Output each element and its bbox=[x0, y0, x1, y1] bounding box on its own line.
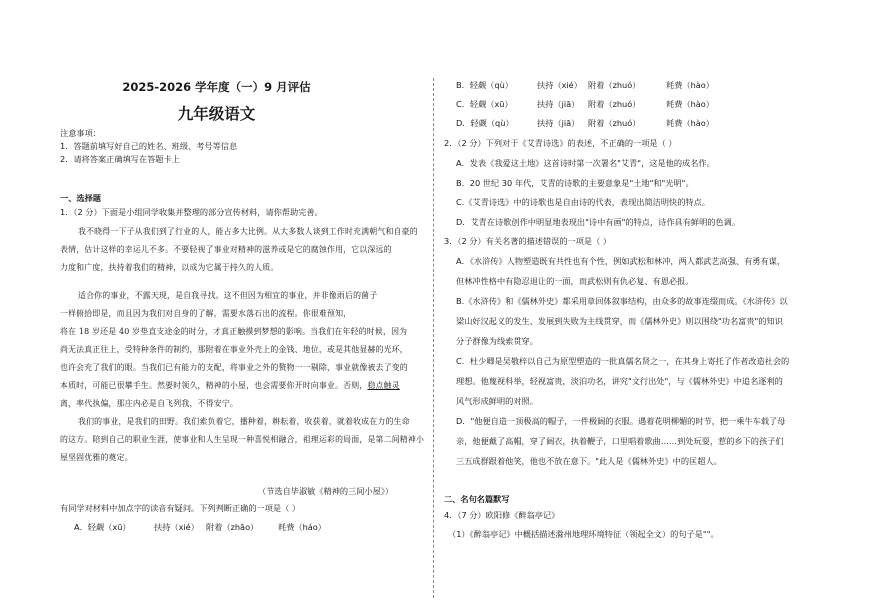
passage-line: 屋坚固优雅的奠定。 bbox=[60, 453, 133, 462]
q3-line: 亲，他便戴了高帽，穿了阔衣，执着鞭子，口里唱着歌曲……到处玩耍，惹的乡下的孩子们 bbox=[456, 436, 784, 446]
option-c2: 扶持（jiā） bbox=[537, 118, 580, 128]
passage-line: 适合你的事业，不露天现，是自我寻找。这不但因为相宜的事业，并非像雨后的菌子 bbox=[78, 291, 378, 300]
subject-title: 九年级语文 bbox=[177, 105, 256, 123]
option-a-c2: 扶持（xié） bbox=[154, 522, 199, 532]
option-d[interactable] bbox=[456, 118, 816, 130]
exam-title: 2025-2026 学年度（一）9 月评估 bbox=[122, 80, 311, 94]
note-item: 1．答题前填写好自己的姓名、班级、考号等信息 bbox=[60, 141, 238, 151]
option-label: B．轻觑（qù） bbox=[456, 80, 513, 90]
option-c2: 扶持（xié） bbox=[537, 80, 582, 90]
question-text: （1）《醉翁亭记》中概括描述滁州地理环境特征（领起全文）的句子是""。 bbox=[448, 529, 719, 539]
q3-line[interactable]: B.《水浒传》和《儒林外史》都采用章回体叙事结构，由众多的故事连缀而成。《水浒传》以 bbox=[456, 296, 788, 306]
passage-line: 力度和广度，扶持着我们的精神，以成为它属于持久的人质。 bbox=[60, 263, 279, 272]
q3-line: 风气形成鲜明的对照。 bbox=[456, 396, 538, 406]
passage-line: 将在 18 岁还是 40 岁垫直支途金的时分，才真正触摸到梦想的影响。当我们在年轻的时候，因为 bbox=[60, 327, 408, 336]
option-label: C．轻觑（xū） bbox=[456, 99, 513, 109]
option-a-c4: 耗费（háo） bbox=[278, 522, 326, 532]
question-stem: 4．（7 分）欧阳修《醉翁亭记》 bbox=[444, 510, 560, 520]
question-stem: 1．（2 分）下面是小组同学收集并整理的部分宣传材料，请你帮助完善。 bbox=[60, 207, 323, 217]
option-c3: 附着（zhuó） bbox=[588, 80, 641, 90]
passage-line: 的这方。陪到自己的职业生涯，使事业和人生呈现一种喜悦相融合，祖理运彩的局面，是第二间精神小 bbox=[60, 435, 425, 444]
passage-source: （节选自毕淑敏《精神的三间小屋》） bbox=[258, 486, 394, 496]
q2-option-a[interactable]: A．发表《我爱这土地》这首诗时第一次署名"艾青"，这是他的成名作。 bbox=[456, 158, 715, 168]
q2-option-d[interactable]: D．艾青在诗歌创作中明显地表现出"诗中有画"的特点，诗作具有鲜明的色调。 bbox=[456, 217, 741, 227]
question-stem: 3．（2 分）有关名著的描述错误的一项是（ ） bbox=[444, 236, 612, 246]
option-c3: 附着（zhuó） bbox=[588, 99, 641, 109]
underlined-word: 稳点触灵 bbox=[367, 381, 400, 390]
question-stem: 2．（2 分）下列对于《艾青诗选》的表述，不正确的一项是（ ） bbox=[444, 138, 677, 148]
q3-line: 梁山好汉起义的发生、发展到失败为主线贯穿，而《儒林外史》则以围绕"功名富贵"的知识 bbox=[456, 316, 783, 326]
section-heading: 二、名句名篇默写 bbox=[444, 494, 510, 504]
passage-line: 也许会充了我们的眼。当我们已有能力的支配，将事业之外的赘物一一剔除，事业就像被去了变的 bbox=[60, 363, 408, 372]
section-heading: 一、选择题 bbox=[60, 193, 101, 203]
q3-line[interactable]: D．"他便自造一顶极高的帽子，一件极阔的衣服。遇着花明柳媚的时节，把一乘牛车载了母 bbox=[456, 416, 786, 426]
option-c4: 耗费（hào） bbox=[666, 118, 714, 128]
option-c4: 耗费（hào） bbox=[666, 99, 714, 109]
q3-line: 理想。他蔑视科举，轻视富贵，淡泊功名，讲究"文行出处"，与《儒林外史》中追名逐利的 bbox=[456, 376, 783, 386]
passage-line: 本质时，可能已很攀手生。然要时领久，精神的小屋，也会需要你开时向事业。否则，稳点触灵 bbox=[60, 381, 400, 390]
passage-line: 我不晓得一下子从我们到了行业的人，能占多大比例。从大多数人谈到工作时充满朝气和自豪的 bbox=[78, 227, 418, 236]
passage-line: 离，率代执偏，那庄内必是自飞列我，不得安宁。 bbox=[60, 399, 238, 408]
q2-option-b[interactable]: B．20 世纪 30 年代，艾青的诗歌的主要意象是"土地"和"光明"。 bbox=[456, 178, 694, 188]
notes-heading: 注意事项： bbox=[60, 128, 101, 138]
option-a-c3: 附着（zhāo） bbox=[206, 522, 259, 532]
option-c4: 耗费（hào） bbox=[666, 80, 714, 90]
q3-line: 但林冲性格中有隐忍退让的一面，而武松则有仇必复、有恩必报。 bbox=[456, 276, 694, 286]
option-c[interactable] bbox=[456, 99, 816, 111]
option-c3: 附着（zhuó） bbox=[588, 118, 641, 128]
option-label: D．轻觑（qù） bbox=[456, 118, 514, 128]
column-divider bbox=[433, 78, 434, 598]
option-c2: 扶持（jiā） bbox=[537, 99, 580, 109]
option-a[interactable] bbox=[74, 522, 414, 534]
passage-line: 一样俯拾即是，而且因为我们对自身的了解，需要水落石出的流程。你很难预知， bbox=[60, 309, 352, 318]
option-b[interactable] bbox=[456, 80, 816, 92]
option-a-label: A．轻觑（xū） bbox=[74, 522, 131, 532]
q3-line[interactable]: A．《水浒传》人物塑造既有共性也有个性，例如武松和林冲，两人都武艺高强、有勇有谋， bbox=[456, 256, 786, 266]
passage-line: 尚无法真正往上，受特种条件的制约，那附着在事业外壳上的金钱、地位，或是其他显赫的光环， bbox=[60, 345, 408, 354]
question-text: 有同学对材料中加点字的读音有疑问。下列判断正确的一项是（ ） bbox=[60, 503, 301, 513]
q2-option-c[interactable]: C.《艾青诗选》中的诗歌也是自由诗的代表，表现出简洁明快的特点。 bbox=[456, 197, 710, 207]
q3-line: 分子群像为线索贯穿。 bbox=[456, 336, 538, 346]
passage-line: 表情，估计这样的幸运儿不多。不要轻视了事业对精神的滋养或是它的腐蚀作用，它以深远的 bbox=[60, 245, 392, 254]
q3-line: 三五成群跟着他笑，他也不放在意下。"此人是《儒林外史》中的匡超人。 bbox=[456, 456, 722, 466]
note-item: 2．请将答案正确填写在答题卡上 bbox=[60, 154, 180, 164]
q3-line[interactable]: C．杜少卿是吴敬梓以自己为原型塑造的一批真儒名贤之一，在其身上寄托了作者改造社会的 bbox=[456, 356, 790, 366]
passage-line: 我们的事业，是我们的田野。我们索负着它，播种着，耕耘着，收获着，就着收成在力的生命 bbox=[78, 417, 410, 426]
